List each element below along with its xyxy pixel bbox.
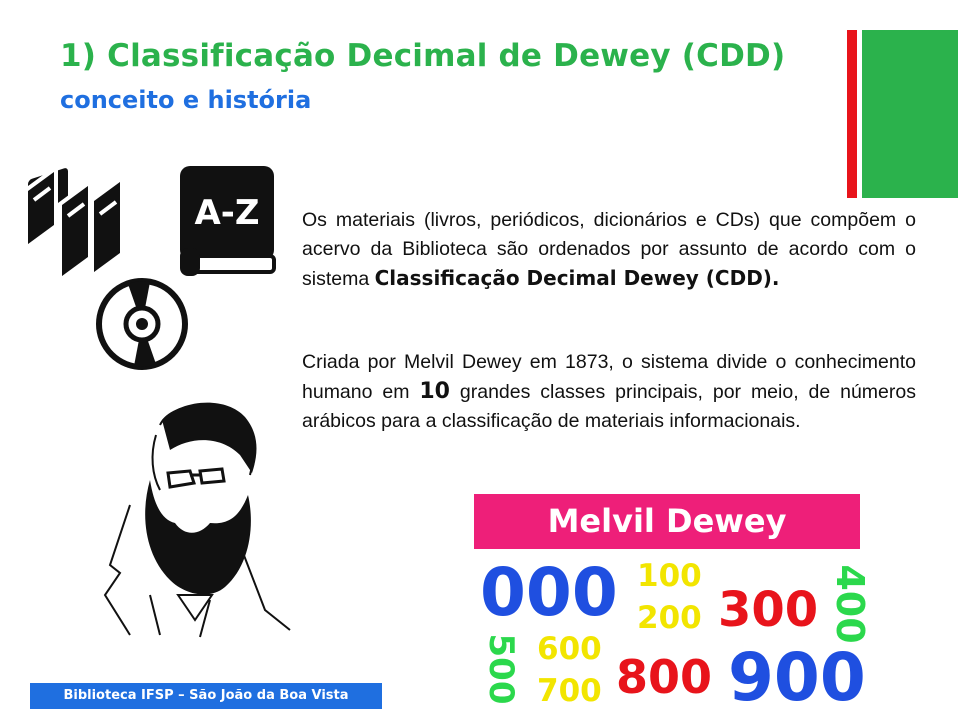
melvil-dewey-portrait (90, 395, 295, 640)
class-600: 600 (537, 631, 602, 667)
paragraph-acervo-text: Os materiais (livros, periódicos, dicionários e CDs) que compõem o acervo da Biblioteca são ordenados por assunto de acordo com o sistema (302, 209, 916, 290)
dictionary-az-icon (178, 164, 276, 278)
paragraph-acervo (302, 206, 916, 294)
footer-label: Biblioteca IFSP – São João da Boa Vista (30, 683, 382, 709)
class-800: 800 (616, 650, 713, 704)
slide-title: 1) Classificação Decimal de Dewey (CDD) (60, 38, 786, 74)
class-400: 400 (828, 564, 872, 644)
az-icon-text: A-Z (194, 193, 260, 233)
paragraph-history-number: 10 (419, 379, 450, 404)
paragraph-acervo-cdd: Classificação Decimal Dewey (CDD). (374, 266, 780, 290)
green-accent-bar (862, 30, 958, 198)
class-000: 000 (480, 554, 618, 631)
class-500: 500 (481, 633, 521, 705)
paragraph-history-after: grandes classes principais, por meio, de números arábicos para a classificação de materiais informacionais. (302, 381, 916, 432)
class-100: 100 (637, 558, 702, 594)
class-300: 300 (718, 582, 819, 638)
class-900: 900 (728, 639, 866, 716)
paragraph-history (302, 348, 916, 436)
red-accent-bar (847, 30, 857, 198)
class-200: 200 (637, 600, 702, 636)
class-700: 700 (537, 673, 602, 709)
paragraph-history-before: Criada por Melvil Dewey em 1873, o sistema divide o conhecimento humano em (302, 351, 916, 403)
melvil-dewey-banner: Melvil Dewey (474, 494, 860, 549)
cd-icon (94, 276, 190, 372)
slide-subtitle: conceito e história (60, 86, 312, 114)
books-icon (22, 160, 130, 282)
